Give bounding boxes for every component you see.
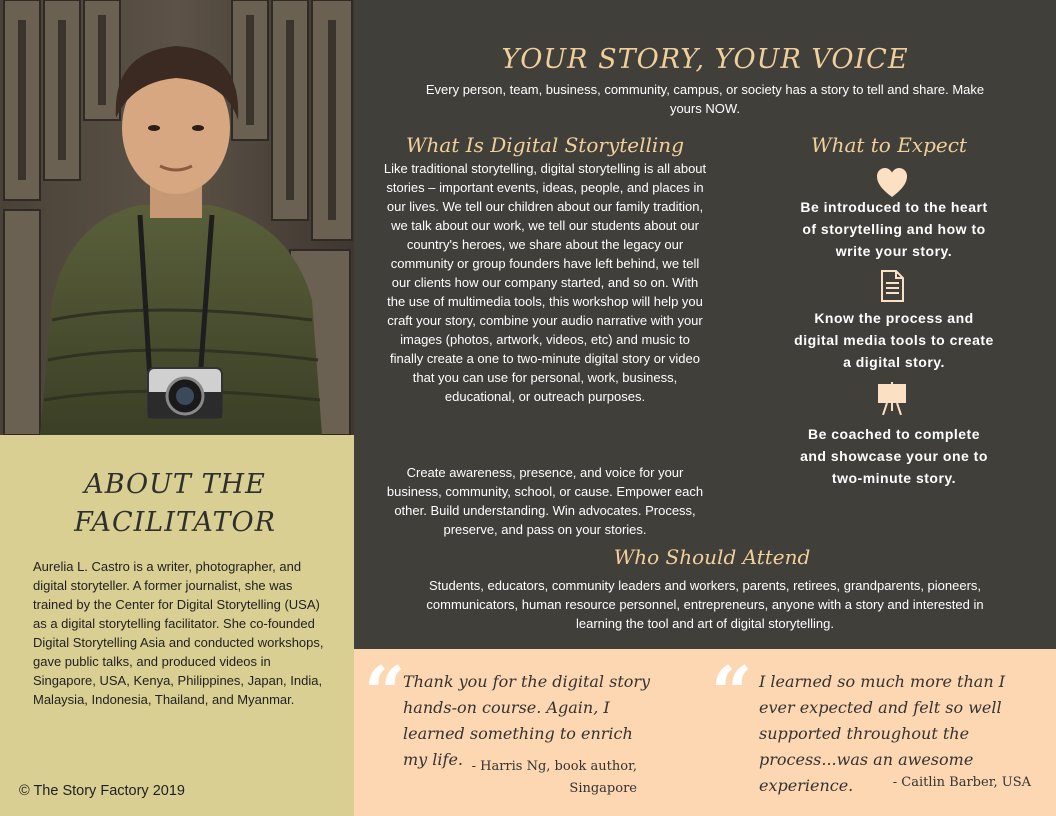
what-is-body-2: Create awareness, presence, and voice for your business, community, school, or cause. Empower each other. Build understanding. Win advocates. Process, preserve, and pass on your stories. xyxy=(386,465,704,537)
testimonials-panel xyxy=(354,649,1056,816)
easel-icon xyxy=(875,381,909,415)
expect-item-2: Know the process and digital media tools to create a digital story. xyxy=(794,310,994,370)
quote-icon: “ xyxy=(364,650,406,735)
quote-icon: “ xyxy=(711,650,753,735)
about-body: Aurelia L. Castro is a writer, photographer, and digital storyteller. A former journalist, she was trained by the Center for Digital Storytelling (USA) as a digital storytelling facilitator. She co-founded Digital Storytelling Asia and conducted workshops, gave public talks, and produced videos in Singapore, USA, Kenya, Philippines, Japan, India, Malaysia, Indonesia, Thailand, and Myanmar. xyxy=(33,559,324,707)
heart-icon xyxy=(875,166,909,200)
testimonial-2-author: - Caitlin Barber, USA xyxy=(892,775,1031,790)
testimonial-1-author: - Harris Ng, book author, Singapore xyxy=(471,759,637,796)
what-is-body: Like traditional storytelling, digital storytelling is all about stories – important events, ideas, people, and places in our lives. We tell our children about our family tradition, we talk about our work, we tell our students about our country's heroes, we share about the legacy our community or group founders have left behind, we tell our clients how our company started, and so on. With the use of multimedia tools, this workshop will help you craft your story, combine your audio narrative with your images (photos, artwork, videos, etc) and music to finally create a one to two-minute digital story or video that you can use for personal, work, business, educational, or outreach purposes. xyxy=(383,161,707,404)
who-should-attend-body: Students, educators, community leaders and workers, parents, retirees, grandparents, pioneers, communicators, human resource personnel, entrepreneurs, anyone with a story and interested in learning the tool and art of digital storytelling. xyxy=(426,578,984,631)
page-title: YOUR STORY, YOUR VOICE xyxy=(501,44,909,75)
expect-item-3: Be coached to complete and showcase your one to two-minute story. xyxy=(800,426,988,486)
intro-text: Every person, team, business, community, campus, or society has a story to tell and share. Make yours NOW. xyxy=(425,82,985,116)
what-is-title: What Is Digital Storytelling xyxy=(405,133,684,157)
testimonial-2-quote: I learned so much more than I ever expected and felt so well supported throughout the process...was an awesome experience. xyxy=(759,672,1006,795)
facilitator-photo xyxy=(0,0,354,435)
who-should-attend-title: Who Should Attend xyxy=(613,545,811,569)
right-panel xyxy=(354,0,1056,649)
expect-item-1: Be introduced to the heart of storytelling and how to write your story. xyxy=(800,199,988,259)
copyright: © The Story Factory 2019 xyxy=(19,783,185,799)
testimonial-1-quote: Thank you for the digital story hands-on course. Again, I learned something to enrich my life. xyxy=(403,672,651,769)
what-to-expect-title: What to Expect xyxy=(811,133,967,157)
document-icon xyxy=(875,269,909,303)
about-title: ABOUT THE FACILITATOR xyxy=(74,469,276,538)
left-column xyxy=(0,0,354,816)
